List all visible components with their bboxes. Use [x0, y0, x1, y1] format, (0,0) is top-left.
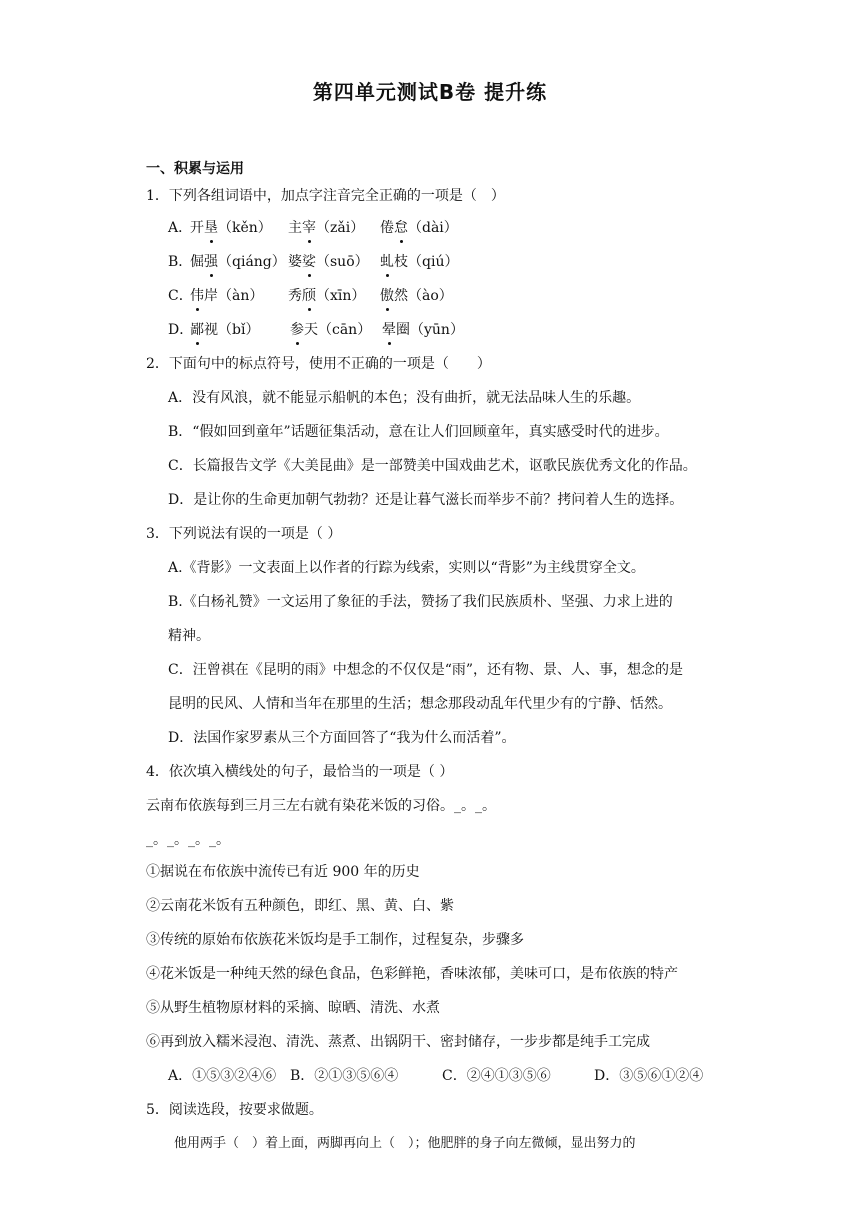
word-char: 晕 — [382, 322, 396, 338]
question-2-option-a: A．没有风浪，就不能显示船帆的本色；没有曲折，就无法品味人生的乐趣。 — [168, 390, 641, 406]
question-3-option-c-cont: 昆明的民风、人情和当年在那里的生活；想念那段动乱年代里少有的宁静、恬然。 — [168, 696, 672, 712]
word-char: 伟 — [190, 288, 204, 304]
question-4-sentence-1: ①据说在布依族中流传已有近 900 年的历史 — [146, 864, 420, 880]
question-4-choice-a: A．①⑤③②④⑥ — [168, 1068, 277, 1084]
question-3-option-d: D．法国作家罗素从三个方面回答了“我为什么而活着”。 — [168, 730, 516, 746]
word-char: 开 — [190, 220, 204, 236]
pinyin: （yūn） — [410, 322, 464, 338]
question-1-word — [380, 218, 458, 238]
question-1-option-label: A． — [168, 220, 193, 236]
question-4-sentence-2: ②云南花米饭有五种颜色，即红、黑、黄、白、紫 — [146, 898, 454, 914]
word-char: 傲 — [380, 288, 394, 304]
question-1-word — [190, 320, 259, 340]
question-4-choice-c: C．②④①③⑤⑥ — [442, 1068, 551, 1084]
question-1-word — [190, 218, 272, 238]
question-5-stem: 5．阅读选段，按要求做题。 — [146, 1102, 323, 1118]
word-char: 虬 — [380, 254, 394, 270]
word-char: 怠 — [394, 220, 408, 236]
word-char: 参 — [290, 322, 304, 338]
question-3-option-a: A.《背影》一文表面上以作者的行踪为线索，实则以“背影”为主线贯穿全文。 — [168, 560, 645, 576]
question-1-option-label: D． — [168, 322, 194, 338]
question-2-option-d: D．是让你的生命更加朝气勃勃？还是让暮气滋长而举步不前？拷问着人生的选择。 — [168, 492, 684, 508]
word-char: 岸 — [204, 288, 218, 304]
question-1-word — [288, 252, 369, 272]
pinyin: （ào） — [408, 288, 453, 304]
word-char: 婆 — [288, 254, 302, 270]
question-4-intro: 云南布依族每到三月三左右就有染花米饭的习俗。_。_。 — [146, 798, 496, 814]
word-char: 圈 — [396, 322, 410, 338]
question-1-option-label: B． — [168, 254, 193, 270]
page-title: 第四单元测试B卷 提升练 — [312, 80, 548, 104]
question-1-word — [190, 252, 286, 272]
word-char: 颀 — [302, 288, 316, 304]
word-char: 主 — [288, 220, 302, 236]
question-5-passage: 他用两手（ ）着上面，两脚再向上（ ）；他肥胖的身子向左微倾，显出努力的 — [174, 1136, 636, 1151]
question-3-option-b: B.《白杨礼赞》一文运用了象征的手法，赞扬了我们民族质朴、坚强、力求上进的 — [168, 594, 673, 610]
pinyin: （qiáng） — [218, 254, 286, 270]
question-1-word — [288, 286, 365, 306]
word-char: 倔 — [190, 254, 204, 270]
pinyin: （cān） — [318, 322, 372, 338]
pinyin: （xīn） — [316, 288, 366, 304]
question-2-stem: 2．下面句中的标点符号，使用不正确的一项是（ ） — [146, 356, 491, 372]
pinyin: （àn） — [218, 288, 264, 304]
word-char: 视 — [204, 322, 218, 338]
question-4-choice-d: D．③⑤⑥①②④ — [594, 1068, 704, 1084]
pinyin: （kěn） — [218, 220, 272, 236]
word-char: 宰 — [302, 220, 316, 236]
word-char: 天 — [304, 322, 318, 338]
question-2-option-c: C．长篇报告文学《大美昆曲》是一部赞美中国戏曲艺术，讴歌民族优秀文化的作品。 — [168, 458, 697, 474]
question-1-word — [190, 286, 263, 306]
question-1-word — [288, 218, 364, 238]
word-char: 倦 — [380, 220, 394, 236]
question-4-blanks: _。_。_。_。 — [146, 832, 230, 848]
question-4-sentence-4: ④花米饭是一种纯天然的绿色食品，色彩鲜艳，香味浓郁，美味可口，是布依族的特产 — [146, 966, 678, 982]
question-1-word — [290, 320, 371, 340]
section-heading: 一、积累与运用 — [146, 161, 244, 177]
question-4-sentence-3: ③传统的原始布依族花米饭均是手工制作，过程复杂，步骤多 — [146, 932, 524, 948]
question-3-stem: 3．下列说法有误的一项是（ ） — [146, 526, 342, 542]
word-char: 枝 — [394, 254, 408, 270]
word-char: 然 — [394, 288, 408, 304]
question-1-word — [380, 252, 458, 272]
question-4-stem: 4．依次填入横线处的句子，最恰当的一项是（ ） — [146, 764, 454, 780]
question-1-stem: 1．下列各组词语中，加点字注音完全正确的一项是（ ） — [146, 188, 505, 204]
question-4-sentence-6: ⑥再到放入糯米浸泡、清洗、蒸煮、出锅阴干、密封储存，一步步都是纯手工完成 — [146, 1034, 650, 1050]
question-4-sentence-5: ⑤从野生植物原材料的采摘、晾晒、清洗、水煮 — [146, 1000, 440, 1016]
pinyin: （qiú） — [408, 254, 459, 270]
word-char: 秀 — [288, 288, 302, 304]
pinyin: （zǎi） — [316, 220, 365, 236]
question-2-option-b: B．“假如回到童年”话题征集活动，意在让人们回顾童年，真实感受时代的进步。 — [168, 424, 669, 440]
question-3-option-b-cont: 精神。 — [168, 628, 210, 644]
word-char: 垦 — [204, 220, 218, 236]
question-1-word — [382, 320, 464, 340]
question-3-option-c: C．汪曾祺在《昆明的雨》中想念的不仅仅是“雨”，还有物、景、人、事，想念的是 — [168, 662, 684, 678]
question-4-choice-b: B．②①③⑤⑥④ — [290, 1068, 399, 1084]
pinyin: （bǐ） — [218, 322, 260, 338]
question-1-word — [380, 286, 453, 306]
pinyin: （suō） — [316, 254, 369, 270]
word-char: 鄙 — [190, 322, 204, 338]
word-char: 娑 — [302, 254, 316, 270]
pinyin: （dài） — [408, 220, 458, 236]
question-1-option-label: C． — [168, 288, 193, 304]
word-char: 强 — [204, 254, 218, 270]
